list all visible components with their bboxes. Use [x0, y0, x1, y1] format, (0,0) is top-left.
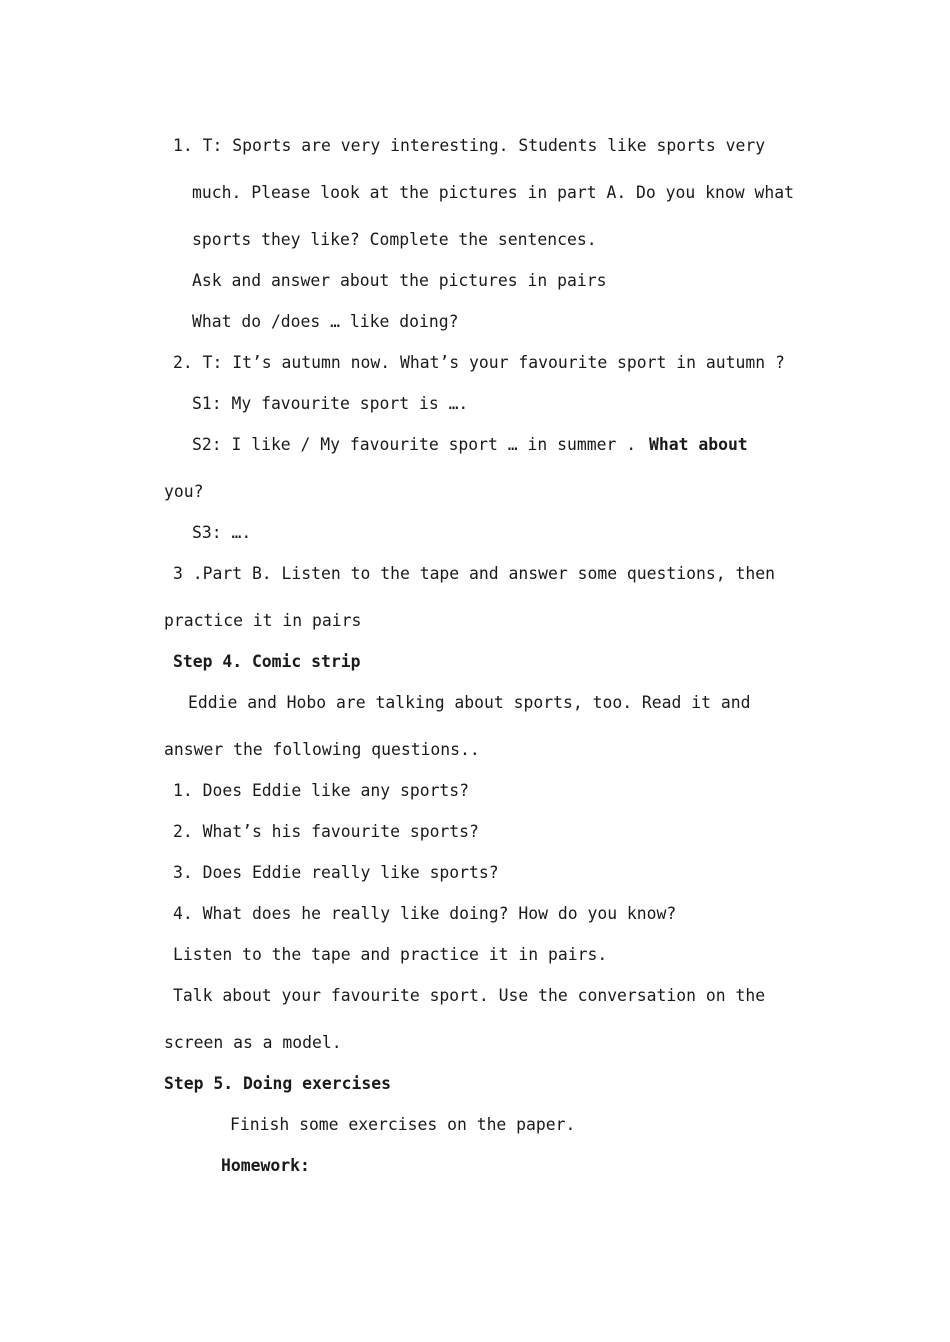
pair-work-instruction: Ask and answer about the pictures in pairs [192, 271, 607, 290]
dialogue-s2: S2: I like / My favourite sport … in summer . [192, 435, 637, 454]
comic-intro-line-1: Eddie and Hobo are talking about sports, too. Read it and [188, 693, 751, 712]
question-pattern: What do /does … like doing? [192, 312, 459, 331]
question-4: 4. What does he really like doing? How do you know? [173, 904, 677, 923]
step-5-heading: Step 5. Doing exercises [164, 1074, 391, 1093]
homework-heading: Homework: [221, 1156, 310, 1175]
dialogue-s1: S1: My favourite sport is …. [192, 394, 469, 413]
item-2-line-1: 2. T: It’s autumn now. What’s your favourite sport in autumn ? [173, 353, 785, 372]
step-4-heading: Step 4. Comic strip [173, 652, 361, 671]
listen-instruction: Listen to the tape and practice it in pairs. [173, 945, 608, 964]
item-1-line-3: sports they like? Complete the sentences. [192, 230, 597, 249]
comic-intro-line-2: answer the following questions.. [164, 740, 480, 759]
question-1: 1. Does Eddie like any sports? [173, 781, 470, 800]
item-3-line-2: practice it in pairs [164, 611, 362, 630]
talk-instruction-line-1: Talk about your favourite sport. Use the conversation on the [173, 986, 766, 1005]
question-3: 3. Does Eddie really like sports? [173, 863, 499, 882]
dialogue-s3: S3: …. [192, 523, 252, 542]
dialogue-s2-bold: What about [649, 435, 748, 454]
dialogue-s2-cont: you? [164, 482, 204, 501]
talk-instruction-line-2: screen as a model. [164, 1033, 342, 1052]
exercise-instruction: Finish some exercises on the paper. [230, 1115, 576, 1134]
item-1-line-1: 1. T: Sports are very interesting. Students like sports very [173, 136, 766, 155]
item-3-line-1: 3 .Part B. Listen to the tape and answer some questions, then [173, 564, 775, 583]
item-1-line-2: much. Please look at the pictures in part A. Do you know what [192, 183, 794, 202]
question-2: 2. What’s his favourite sports? [173, 822, 479, 841]
